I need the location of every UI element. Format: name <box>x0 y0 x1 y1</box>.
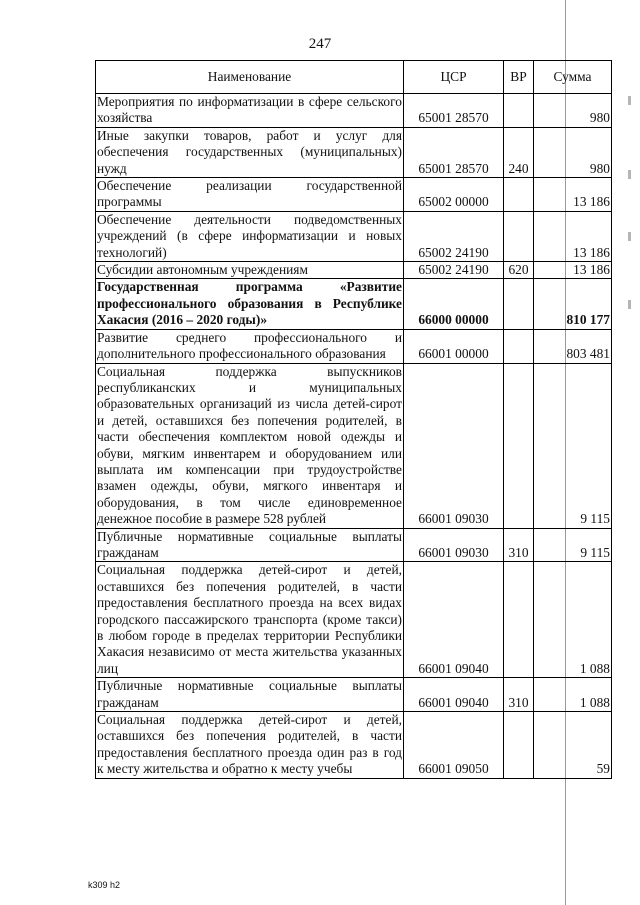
cell-vr: 240 <box>504 127 534 177</box>
cell-name: Социальная поддержка детей-сирот и детей, оставшихся без попечения родителей, в части предоставления бесплатного проезда на всех видах городского пассажирского транспорта (кроме такси) в любом городе в пределах территории Республики Хакасия независимо от места жительства указанных лиц <box>97 562 402 676</box>
cell-csr: 65001 28570 <box>404 127 504 177</box>
table-row <box>96 262 612 279</box>
cell-sum: 1 088 <box>534 678 612 712</box>
cell-csr: 66000 00000 <box>404 279 504 329</box>
cell-csr: 66001 00000 <box>404 329 504 363</box>
cell-name: Мероприятия по информатизации в сфере сельского хозяйства <box>97 94 402 126</box>
cell-vr <box>504 211 534 261</box>
cell-vr <box>504 94 534 128</box>
cell-vr <box>504 329 534 363</box>
cell-name: Социальная поддержка выпускников республиканских и муниципальных образовательных организаций из числа детей-сирот и детей, оставшихся без попечения родителей, в части обеспечения комплектом новой одежды и обуви, мягким инвентарем и оборудованием или выплата им компенсации при трудоустройстве взамен одежды, обуви, мягкого инвентаря и оборудования, в том числе единовременное денежное пособие в размере 528 рублей <box>97 363 402 527</box>
footer-code: k309 h2 <box>88 880 121 890</box>
table-row <box>96 279 612 329</box>
cell-vr <box>504 279 534 329</box>
cell-sum: 13 186 <box>534 178 612 212</box>
cell-vr <box>504 562 534 678</box>
header-name: Наименование <box>96 61 404 94</box>
table-row <box>96 562 612 678</box>
cell-csr: 66001 09040 <box>404 678 504 712</box>
cell-sum: 59 <box>534 712 612 779</box>
cell-sum: 9 115 <box>534 528 612 562</box>
cell-name: Развитие среднего профессионального и дополнительного профессионального образования <box>97 329 402 362</box>
table-row <box>96 178 612 212</box>
table-header-row <box>96 61 612 94</box>
table-row <box>96 363 612 528</box>
cell-name: Публичные нормативные социальные выплаты гражданам <box>97 678 402 710</box>
table-row <box>96 712 612 779</box>
cell-csr: 66001 09040 <box>404 562 504 678</box>
cell-csr: 65001 28570 <box>404 94 504 128</box>
table-row <box>96 678 612 712</box>
cell-sum: 1 088 <box>534 562 612 678</box>
cell-name: Государственная программа «Развитие профессионального образования в Республике Хакасия (2016 – 2020 годы)» <box>97 279 402 328</box>
table-row <box>96 329 612 363</box>
cell-name: Обеспечение деятельности подведомственных учреждений (в сфере информатизации и новых технологий) <box>97 211 402 260</box>
cell-csr: 66001 09050 <box>404 712 504 779</box>
margin-mark <box>628 96 631 105</box>
cell-name: Иные закупки товаров, работ и услуг для обеспечения государственных (муниципальных) нужд <box>97 127 402 176</box>
header-vr: ВР <box>504 61 534 94</box>
cell-sum: 810 177 <box>534 279 612 329</box>
cell-name: Социальная поддержка детей-сирот и детей, оставшихся без попечения родителей, в части предоставления бесплатного проезда один раз в год к месту жительства и обратно к месту учебы <box>97 712 402 777</box>
cell-csr: 65002 24190 <box>404 211 504 261</box>
cell-vr <box>504 712 534 779</box>
table-row <box>96 127 612 177</box>
cell-vr: 310 <box>504 528 534 562</box>
cell-name: Публичные нормативные социальные выплаты гражданам <box>97 528 402 560</box>
header-csr: ЦСР <box>404 61 504 94</box>
cell-csr: 66001 09030 <box>404 363 504 528</box>
margin-mark <box>628 232 631 241</box>
cell-sum: 9 115 <box>534 363 612 528</box>
margin-mark <box>628 300 631 309</box>
cell-vr: 620 <box>504 262 534 279</box>
cell-sum: 803 481 <box>534 329 612 363</box>
page-number: 247 <box>308 36 332 52</box>
cell-csr: 65002 24190 <box>404 262 504 279</box>
cell-csr: 66001 09030 <box>404 528 504 562</box>
cell-sum: 13 186 <box>534 262 612 279</box>
table-row <box>96 94 612 128</box>
cell-sum: 980 <box>534 94 612 128</box>
cell-sum: 980 <box>534 127 612 177</box>
margin-mark <box>628 170 631 179</box>
cell-vr: 310 <box>504 678 534 712</box>
table-body <box>96 94 612 779</box>
cell-name: Обеспечение реализации государственной программы <box>97 178 402 210</box>
cell-name: Субсидии автономным учреждениям <box>96 262 404 279</box>
budget-table <box>95 60 612 779</box>
table-row <box>96 211 612 261</box>
table-row <box>96 528 612 562</box>
cell-vr <box>504 363 534 528</box>
header-sum: Сумма <box>534 61 612 94</box>
cell-vr <box>504 178 534 212</box>
cell-csr: 65002 00000 <box>404 178 504 212</box>
cell-sum: 13 186 <box>534 211 612 261</box>
